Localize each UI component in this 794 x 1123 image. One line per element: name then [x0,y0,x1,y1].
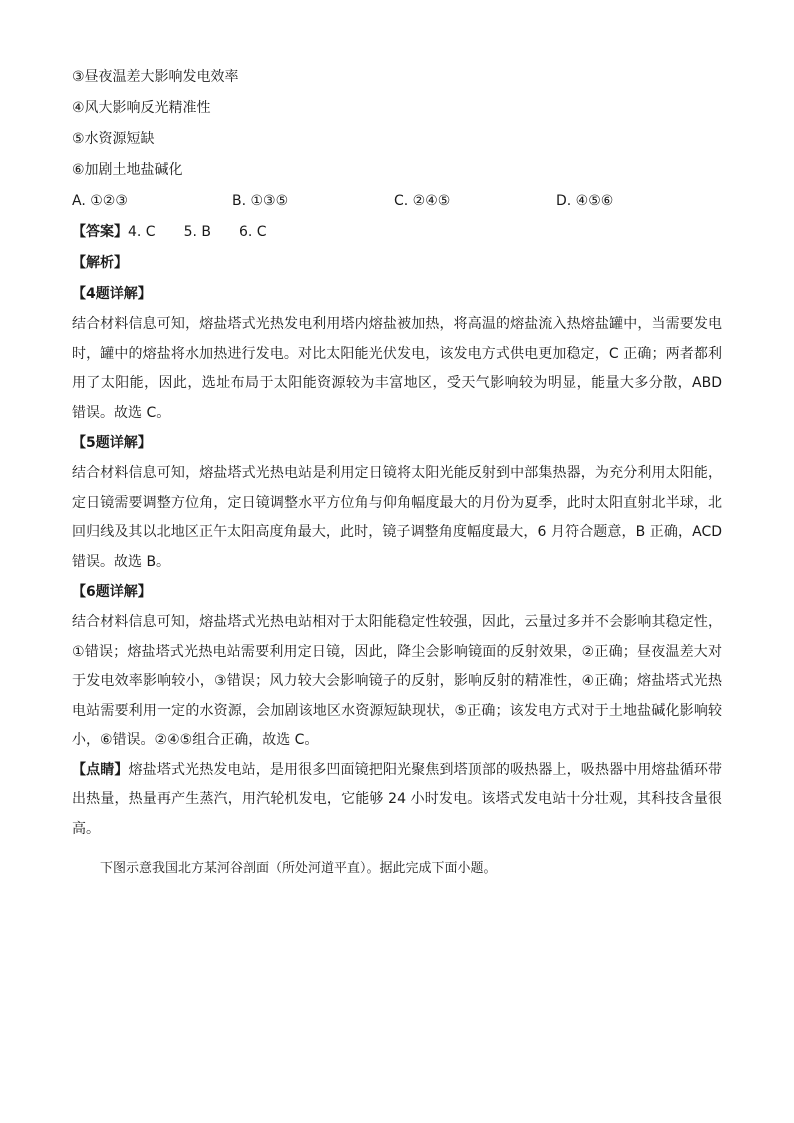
list-item: ⑥加剧土地盐碱化 [72,162,183,178]
q5-explanation: 结合材料信息可知，熔盐塔式光热电站是利用定日镜将太阳光能反射到中部集热器，为充分利用太阳能，定日镜需要调整方位角，定日镜调整水平方位角与仰角幅度最大的月份为夏季，此时太阳直射北半球，北回归线及其以北地区正午太阳高度角最大，此时，镜子调整角度幅度最大，6 月符合题意，B 正确，ACD 错误。故选 B。 [72,465,722,570]
q6-explanation: 结合材料信息可知，熔盐塔式光热电站相对于太阳能稳定性较强，因此，云量过多并不会影响其稳定性，①错误；熔盐塔式光热电站需要利用定日镜，因此，降尘会影响镜面的反射效果，②正确；昼夜温差大对于发电效率影响较小，③错误；风力较大会影响镜子的反射，影响反射的精准性，④正确；熔盐塔式光热电站需要利用一定的水资源，会加剧该地区水资源短缺现状，⑤正确；该发电方式对于土地盐碱化影响较小，⑥错误。②④⑤组合正确，故选 C。 [72,614,722,748]
option-d: D. ④⑤⑥ [556,193,614,209]
answer-options [72,186,722,217]
q5-heading: 【5题详解】 [72,435,152,451]
tip-paragraph [72,756,722,845]
list-item: ⑤水资源短缺 [72,131,155,147]
answer-line [72,217,722,248]
q4-explanation: 结合材料信息可知，熔盐塔式光热发电利用塔内熔盐被加热，将高温的熔盐流入热熔盐罐中，当需要发电时，罐中的熔盐将水加热进行发电。对比太阳能光伏发电，该发电方式供电更加稳定，C 正确；两者都利用了太阳能，因此，选址布局于太阳能资源较为丰富地区，受天气影响较为明显，能量大多分散，ABD 错误。故选 C。 [72,316,722,421]
answer-label: 【答案】 [72,224,128,240]
answer-items: 4. C 5. B 6. C [128,224,267,240]
list-item: ④风大影响反光精准性 [72,100,211,116]
analysis-label: 【解析】 [72,255,128,271]
option-b: B. ①③⑤ [232,193,289,209]
option-c: C. ②④⑤ [394,193,451,209]
q4-heading: 【4题详解】 [72,286,152,302]
q6-heading: 【6题详解】 [72,584,152,600]
option-a: A. ①②③ [72,193,128,209]
list-item: ③昼夜温差大影响发电效率 [72,69,239,85]
tip-text: 熔盐塔式光热发电站，是用很多凹面镜把阳光聚焦到塔顶部的吸热器上，吸热器中用熔盐循环带出热量，热量再产生蒸汽，用汽轮机发电，它能够 24 小时发电。该塔式发电站十分壮观，其科技含量很高。 [72,761,723,837]
next-question-intro: 下图示意我国北方某河谷剖面（所处河道平直）。据此完成下面小题。 [100,861,497,876]
tip-label: 【点睛】 [72,761,129,778]
document-page [72,62,722,884]
